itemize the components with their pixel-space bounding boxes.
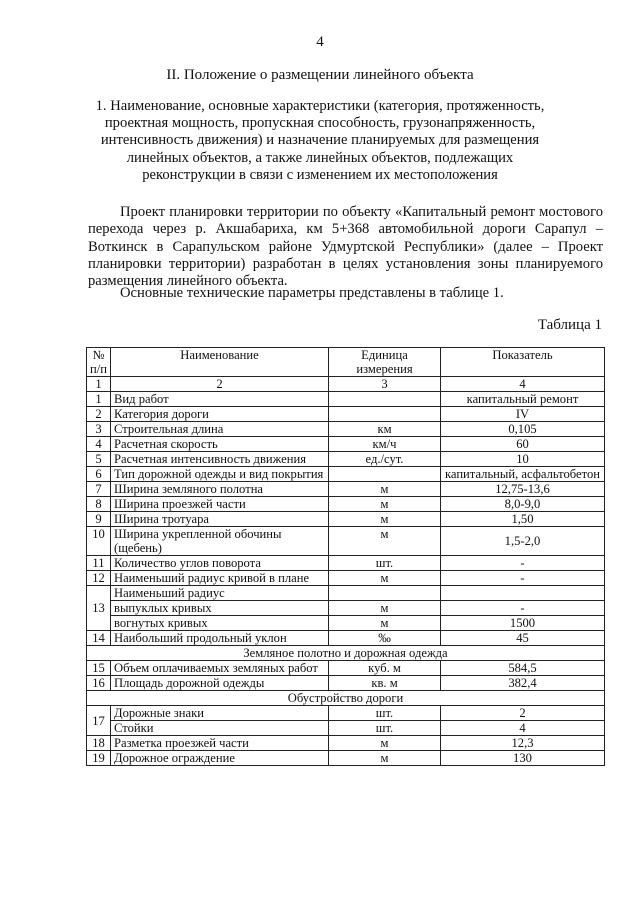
row-name: Расчетная скорость (111, 437, 329, 452)
row-value: 130 (441, 751, 605, 766)
row-unit: км (329, 422, 441, 437)
row-value: - (441, 571, 605, 586)
row-unit: м (329, 527, 441, 556)
row-value: 1,5-2,0 (441, 527, 605, 556)
header-unit: Единица измерения (329, 348, 441, 377)
table-row (87, 676, 605, 691)
table-row (87, 467, 605, 482)
row-value: капитальный ремонт (441, 392, 605, 407)
subsection-title: 1. Наименование, основные характеристики (категория, протяженность, проектная мощность, пропускная способность, грузонапряженность, интенсивность движения) и назначение планируемых для размещения линейных объектов, а также линейных объектов, подлежащих реконструкции в связи с изменением их местоположения (95, 98, 545, 183)
header-name: Наименование (111, 348, 329, 377)
page-number: 4 (316, 34, 324, 50)
row-num: 9 (87, 512, 111, 527)
row-name: Ширина тротуара (111, 512, 329, 527)
row-value: 12,3 (441, 736, 605, 751)
row-num: 12 (87, 571, 111, 586)
row-name: Ширина проезжей части (111, 497, 329, 512)
row-name: Наименьший радиус кривой в плане (111, 571, 329, 586)
table-row (87, 661, 605, 676)
row-unit (329, 392, 441, 407)
table-row (87, 452, 605, 467)
row-name: Количество углов поворота (111, 556, 329, 571)
row-value: - (441, 601, 605, 616)
row-value: - (441, 556, 605, 571)
row-unit: м (329, 571, 441, 586)
row-num: 1 (87, 392, 111, 407)
table-row (87, 512, 605, 527)
row-unit: м (329, 512, 441, 527)
table-subrow (87, 616, 605, 631)
row-unit: м (329, 482, 441, 497)
row-value: 12,75-13,6 (441, 482, 605, 497)
table-row (87, 437, 605, 452)
row-name: Тип дорожной одежды и вид покрытия (111, 467, 329, 482)
table-subrow (87, 721, 605, 736)
table-row (87, 407, 605, 422)
row-name: Наименьший радиус (111, 586, 329, 601)
row-name: Площадь дорожной одежды (111, 676, 329, 691)
row-value: 4 (441, 721, 605, 736)
row-unit: км/ч (329, 437, 441, 452)
table-section-row (87, 646, 605, 661)
table-row (87, 527, 605, 556)
row-unit: куб. м (329, 661, 441, 676)
row-value: 1500 (441, 616, 605, 631)
row-name: Расчетная интенсивность движения (111, 452, 329, 467)
row-name: Дорожные знаки (111, 706, 329, 721)
header-value: Показатель (441, 348, 605, 377)
section-title: II. Положение о размещении линейного объекта (166, 67, 474, 83)
table-index-row (87, 377, 605, 392)
row-num: 3 (87, 422, 111, 437)
row-num: 18 (87, 736, 111, 751)
index-unit: 3 (329, 377, 441, 392)
row-name: Наибольший продольный уклон (111, 631, 329, 646)
parameters-table (86, 347, 605, 766)
row-num: 19 (87, 751, 111, 766)
table-row (87, 497, 605, 512)
table-row (87, 571, 605, 586)
row-value: капитальный, асфальтобетон (441, 467, 605, 482)
row-unit: м (329, 736, 441, 751)
table-header-row (87, 348, 605, 377)
row-name: Дорожное ограждение (111, 751, 329, 766)
table-section-row (87, 691, 605, 706)
row-unit: шт. (329, 556, 441, 571)
row-unit: м (329, 616, 441, 631)
row-unit: м (329, 601, 441, 616)
row-unit (329, 467, 441, 482)
row-num: 16 (87, 676, 111, 691)
table-row-13 (87, 586, 605, 601)
row-value: 8,0-9,0 (441, 497, 605, 512)
row-name: Категория дороги (111, 407, 329, 422)
row-value: IV (441, 407, 605, 422)
table-row-17 (87, 706, 605, 721)
row-num: 15 (87, 661, 111, 676)
table-row (87, 556, 605, 571)
row-name: Ширина земляного полотна (111, 482, 329, 497)
header-num: № п/п (87, 348, 111, 377)
row-num: 2 (87, 407, 111, 422)
row-value: 60 (441, 437, 605, 452)
row-unit: ед./сут. (329, 452, 441, 467)
row-num: 10 (87, 527, 111, 556)
index-name: 2 (111, 377, 329, 392)
section-facilities: Обустройство дороги (87, 691, 605, 706)
index-num: 1 (87, 377, 111, 392)
row-value: 45 (441, 631, 605, 646)
row-unit (329, 586, 441, 601)
row-num: 11 (87, 556, 111, 571)
table-row (87, 422, 605, 437)
table-caption: Таблица 1 (537, 317, 602, 333)
index-value: 4 (441, 377, 605, 392)
row-unit: м (329, 497, 441, 512)
row-name: Объем оплачиваемых земляных работ (111, 661, 329, 676)
row-num: 13 (87, 586, 111, 631)
row-value (441, 586, 605, 601)
row-name: Строительная длина (111, 422, 329, 437)
row-name: Вид работ (111, 392, 329, 407)
row-num: 14 (87, 631, 111, 646)
row-name: Ширина укрепленной обочины (щебень) (111, 527, 329, 556)
row-value: 1,50 (441, 512, 605, 527)
row-num: 8 (87, 497, 111, 512)
table-row (87, 482, 605, 497)
table-reference-paragraph: Основные технические параметры представлены в таблице 1. (120, 285, 504, 301)
row-num: 6 (87, 467, 111, 482)
row-num: 5 (87, 452, 111, 467)
section-earthwork: Земляное полотно и дорожная одежда (87, 646, 605, 661)
table-row (87, 392, 605, 407)
row-name: Стойки (111, 721, 329, 736)
table-row (87, 736, 605, 751)
row-name: вогнутых кривых (111, 616, 329, 631)
row-num: 7 (87, 482, 111, 497)
row-unit (329, 407, 441, 422)
table-subrow (87, 601, 605, 616)
row-value: 10 (441, 452, 605, 467)
row-unit: кв. м (329, 676, 441, 691)
table-row (87, 631, 605, 646)
row-num: 17 (87, 706, 111, 736)
row-unit: м (329, 751, 441, 766)
row-name: Разметка проезжей части (111, 736, 329, 751)
intro-paragraph: Проект планировки территории по объекту «Капитальный ремонт мостового перехода через р. Акшабариха, км 5+368 автомобильной дороги Сарапул – Воткинск в Сарапульском районе Удмуртской Республики» (далее – Проект планировки территории) разработан в целях установления зоны планируемого размещения линейного объекта. (88, 204, 603, 290)
table-row (87, 751, 605, 766)
row-name: выпуклых кривых (111, 601, 329, 616)
row-num: 4 (87, 437, 111, 452)
row-unit: шт. (329, 706, 441, 721)
row-value: 382,4 (441, 676, 605, 691)
row-value: 0,105 (441, 422, 605, 437)
row-value: 584,5 (441, 661, 605, 676)
row-unit: шт. (329, 721, 441, 736)
row-value: 2 (441, 706, 605, 721)
row-unit: ‰ (329, 631, 441, 646)
